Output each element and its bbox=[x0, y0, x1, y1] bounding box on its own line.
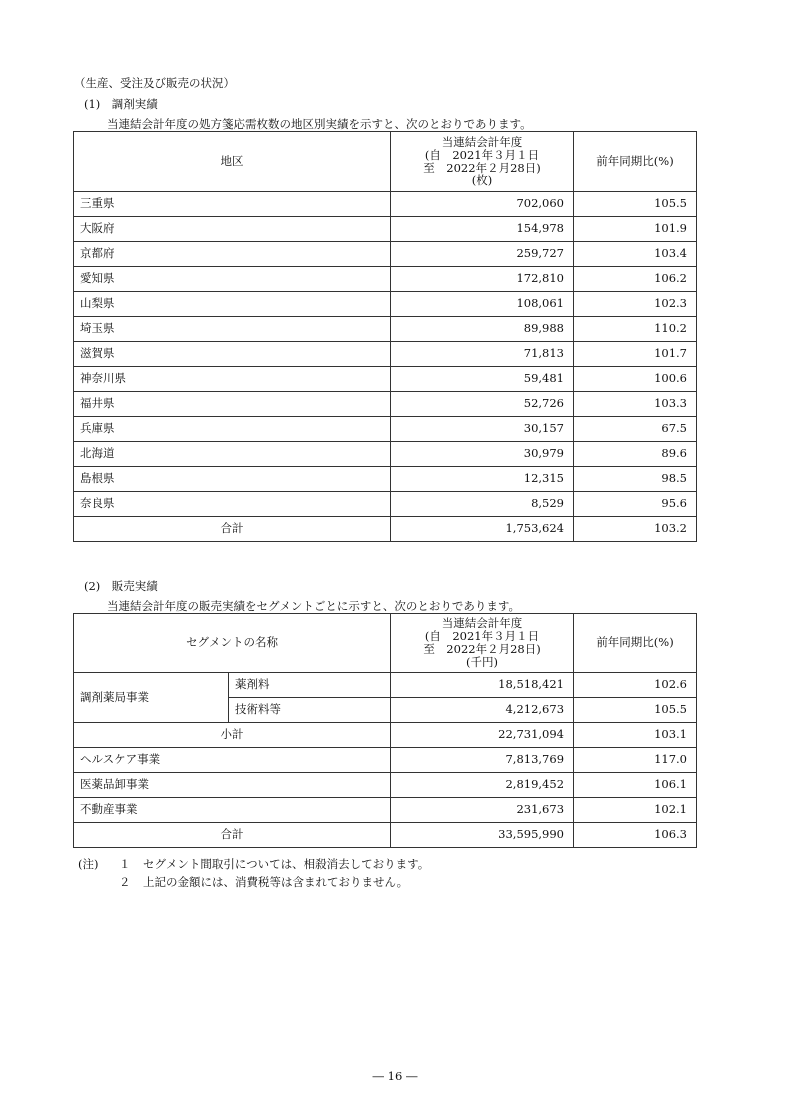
row-value: 89,988 bbox=[391, 317, 574, 342]
table-row bbox=[74, 442, 697, 467]
header-period-l2: (自 2021年３月１日 bbox=[424, 147, 540, 162]
table-header-row bbox=[74, 132, 697, 192]
row-value: 59,481 bbox=[391, 367, 574, 392]
row-region: 島根県 bbox=[74, 467, 391, 492]
row-region: 三重県 bbox=[74, 192, 391, 217]
sub-row-yoy: 105.5 bbox=[574, 698, 697, 723]
row-yoy: 110.2 bbox=[574, 317, 697, 342]
segment-value: 7,813,769 bbox=[391, 748, 574, 773]
header-period bbox=[391, 132, 574, 192]
total-label: 合計 bbox=[74, 823, 391, 848]
note-1-text: セグメント間取引については、相殺消去しております。 bbox=[143, 857, 430, 871]
row-value: 30,157 bbox=[391, 417, 574, 442]
row-yoy: 105.5 bbox=[574, 192, 697, 217]
note-2-number: ２ bbox=[119, 875, 131, 889]
subtotal-row bbox=[74, 723, 697, 748]
section-2-title: (2) 販売実績 bbox=[84, 579, 158, 593]
row-value: 12,315 bbox=[391, 467, 574, 492]
table-row bbox=[74, 492, 697, 517]
row-yoy: 101.7 bbox=[574, 342, 697, 367]
row-region: 福井県 bbox=[74, 392, 391, 417]
section-1-title: (1) 調剤実績 bbox=[84, 97, 158, 111]
row-region: 京都府 bbox=[74, 242, 391, 267]
row-value: 259,727 bbox=[391, 242, 574, 267]
row-region: 愛知県 bbox=[74, 267, 391, 292]
row-value: 172,810 bbox=[391, 267, 574, 292]
table-row bbox=[74, 217, 697, 242]
header-segment: セグメントの名称 bbox=[74, 614, 391, 673]
row-value: 52,726 bbox=[391, 392, 574, 417]
row-region: 神奈川県 bbox=[74, 367, 391, 392]
header-yoy: 前年同期比(%) bbox=[574, 132, 697, 192]
row-region: 埼玉県 bbox=[74, 317, 391, 342]
row-value: 30,979 bbox=[391, 442, 574, 467]
row-region: 滋賀県 bbox=[74, 342, 391, 367]
table-row bbox=[74, 673, 697, 698]
table-row bbox=[74, 417, 697, 442]
row-region: 兵庫県 bbox=[74, 417, 391, 442]
row-yoy: 98.5 bbox=[574, 467, 697, 492]
row-value: 8,529 bbox=[391, 492, 574, 517]
total-yoy: 106.3 bbox=[574, 823, 697, 848]
table-row bbox=[74, 467, 697, 492]
table-row bbox=[74, 773, 697, 798]
row-yoy: 100.6 bbox=[574, 367, 697, 392]
segment-name: 不動産事業 bbox=[74, 798, 391, 823]
header-region: 地区 bbox=[74, 132, 391, 192]
sub-row-value: 18,518,421 bbox=[391, 673, 574, 698]
row-region: 北海道 bbox=[74, 442, 391, 467]
sub-row-name: 技術料等 bbox=[229, 698, 391, 723]
segment-yoy: 102.1 bbox=[574, 798, 697, 823]
row-yoy: 106.2 bbox=[574, 267, 697, 292]
sub-row-name: 薬剤料 bbox=[229, 673, 391, 698]
header-period-l3: 至 2022年２月28日) bbox=[423, 642, 541, 656]
segment-yoy: 106.1 bbox=[574, 773, 697, 798]
note-1-number: １ bbox=[119, 857, 131, 871]
header-period-l1: 当連結会計年度 bbox=[441, 616, 523, 631]
section-1-intro: 当連結会計年度の処方箋応需枚数の地区別実績を示すと、次のとおりであります。 bbox=[107, 117, 532, 131]
total-yoy: 103.2 bbox=[574, 517, 697, 542]
header-period-l3: 至 2022年２月28日) bbox=[423, 160, 541, 175]
subtotal-value: 22,731,094 bbox=[391, 723, 574, 748]
segment-name: 医薬品卸事業 bbox=[74, 773, 391, 798]
page-number: ― 16 ― bbox=[372, 1069, 418, 1083]
row-value: 154,978 bbox=[391, 217, 574, 242]
row-yoy: 101.9 bbox=[574, 217, 697, 242]
row-yoy: 89.6 bbox=[574, 442, 697, 467]
row-value: 71,813 bbox=[391, 342, 574, 367]
sub-row-yoy: 102.6 bbox=[574, 673, 697, 698]
table-row bbox=[74, 242, 697, 267]
subtotal-label: 小計 bbox=[74, 723, 391, 748]
dispensing-table bbox=[73, 131, 697, 542]
segment-value: 2,819,452 bbox=[391, 773, 574, 798]
header-period bbox=[391, 614, 574, 673]
table-row bbox=[74, 392, 697, 417]
total-row bbox=[74, 823, 697, 848]
note-2-text: 上記の金額には、消費税等は含まれておりません。 bbox=[143, 875, 409, 889]
group-label: 調剤薬局事業 bbox=[74, 673, 229, 723]
section-heading: （生産、受注及び販売の状況） bbox=[74, 76, 235, 90]
table-row bbox=[74, 342, 697, 367]
table-row bbox=[74, 317, 697, 342]
row-yoy: 67.5 bbox=[574, 417, 697, 442]
row-yoy: 102.3 bbox=[574, 292, 697, 317]
sales-table bbox=[73, 613, 697, 848]
row-region: 奈良県 bbox=[74, 492, 391, 517]
total-value: 33,595,990 bbox=[391, 823, 574, 848]
row-region: 山梨県 bbox=[74, 292, 391, 317]
row-yoy: 103.4 bbox=[574, 242, 697, 267]
table-row bbox=[74, 292, 697, 317]
table-header-row bbox=[74, 614, 697, 673]
segment-yoy: 117.0 bbox=[574, 748, 697, 773]
subtotal-yoy: 103.1 bbox=[574, 723, 697, 748]
table-row bbox=[74, 748, 697, 773]
section-2-intro: 当連結会計年度の販売実績をセグメントごとに示すと、次のとおりであります。 bbox=[107, 599, 520, 613]
table-row bbox=[74, 367, 697, 392]
sub-row-value: 4,212,673 bbox=[391, 698, 574, 723]
header-yoy: 前年同期比(%) bbox=[574, 614, 697, 673]
row-value: 108,061 bbox=[391, 292, 574, 317]
total-label: 合計 bbox=[74, 517, 391, 542]
header-period-l1: 当連結会計年度 bbox=[441, 134, 523, 149]
table-row bbox=[74, 267, 697, 292]
header-period-l4: (枚) bbox=[471, 173, 493, 188]
total-row bbox=[74, 517, 697, 542]
row-region: 大阪府 bbox=[74, 217, 391, 242]
row-yoy: 95.6 bbox=[574, 492, 697, 517]
notes-label: (注) bbox=[78, 857, 99, 871]
header-period-l4: (千円) bbox=[466, 654, 498, 669]
row-value: 702,060 bbox=[391, 192, 574, 217]
total-value: 1,753,624 bbox=[391, 517, 574, 542]
table-row bbox=[74, 192, 697, 217]
segment-value: 231,673 bbox=[391, 798, 574, 823]
row-yoy: 103.3 bbox=[574, 392, 697, 417]
segment-name: ヘルスケア事業 bbox=[74, 748, 391, 773]
table-row bbox=[74, 798, 697, 823]
header-period-l2: (自 2021年３月１日 bbox=[424, 629, 540, 644]
